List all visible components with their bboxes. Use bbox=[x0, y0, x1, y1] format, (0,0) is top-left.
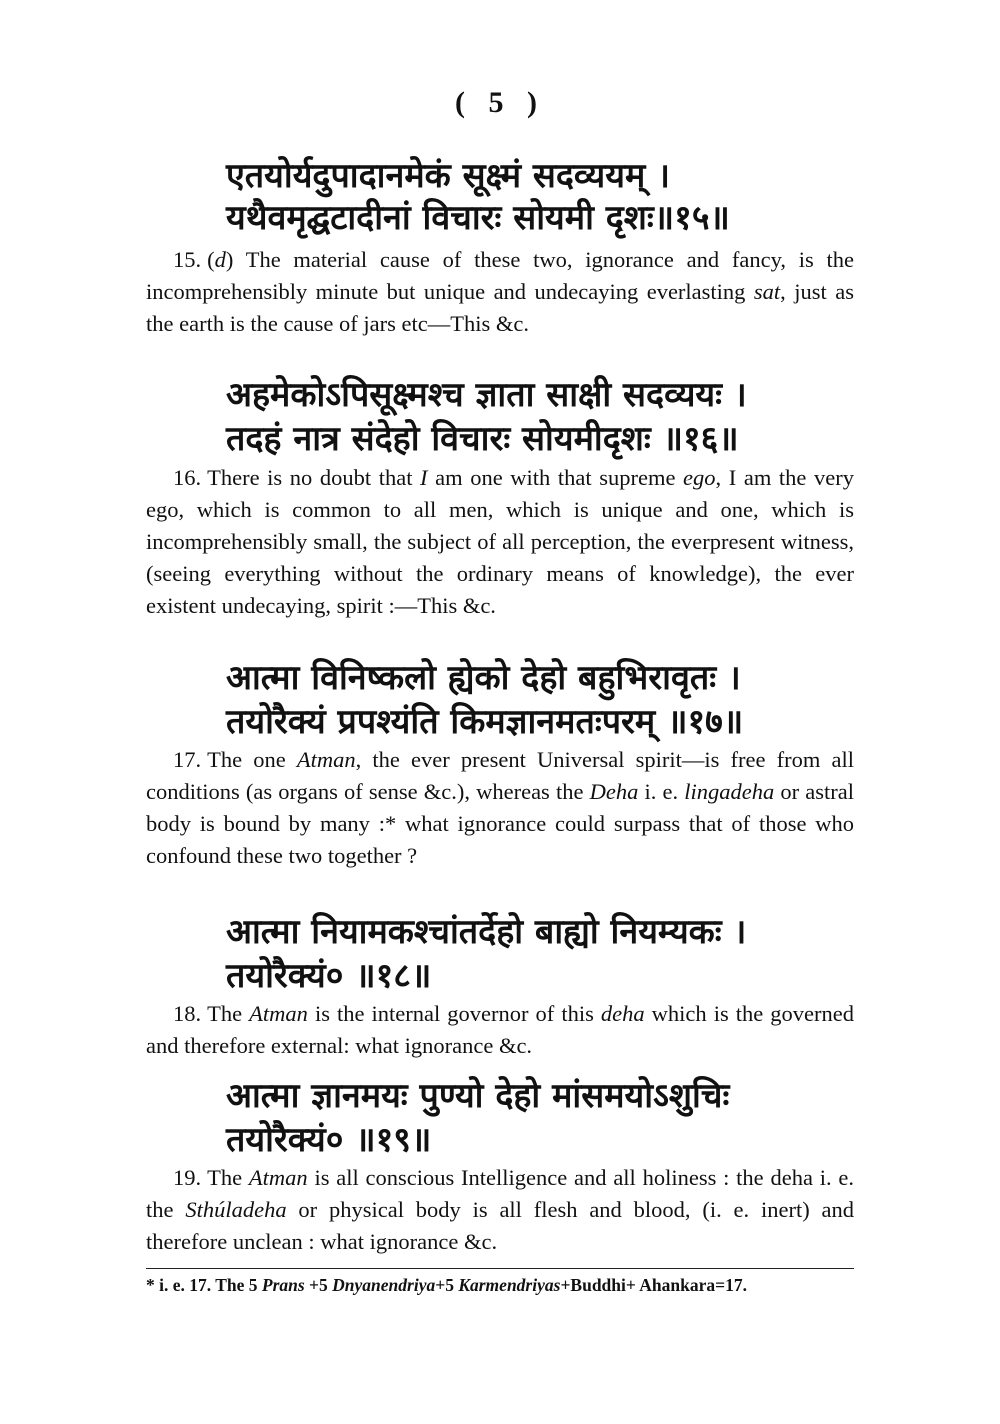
paragraph-body: The one Atman, the ever present Universal spirit—is free from all conditions (as organs of sense &c.), whereas the Deha i. e. lingadeha or astral body is bound by many :* what ignorance could surpass that of those who confound these two together ? bbox=[146, 747, 855, 868]
verse-line: आत्मा नियामकश्चांतर्देहो बाह्यो नियम्यकः । bbox=[226, 912, 747, 952]
verse-line: यथैवमृद्घटादीनां विचारः सोयमी दृशः॥१५॥ bbox=[226, 198, 730, 238]
verse-line: आत्मा ज्ञानमयः पुण्यो देहो मांसमयोऽशुचिः bbox=[226, 1076, 730, 1116]
paragraph-number: 18. bbox=[173, 1001, 202, 1026]
verse-line: आत्मा विनिष्कलो ह्येको देहो बहुभिरावृतः । bbox=[226, 658, 741, 698]
footnote: * i. e. 17. The 5 Prans +5 Dnyanendriya+5 Karmendriyas+Buddhi+ Ahankara=17. bbox=[146, 1275, 747, 1295]
page-number: ( 5 ) bbox=[455, 86, 545, 119]
paragraph-number: 15. bbox=[173, 247, 202, 272]
paragraph-text bbox=[146, 744, 854, 872]
translation-paragraph-18 bbox=[146, 998, 854, 1062]
verse-line: तयोरैक्यं० ॥१८॥ bbox=[226, 956, 432, 996]
verse-line: एतयोर्यदुपादानमेकं सूक्ष्मं सदव्ययम् । bbox=[226, 156, 671, 196]
paragraph-text bbox=[146, 998, 854, 1062]
paragraph-text bbox=[146, 462, 854, 622]
translation-paragraph-19 bbox=[146, 1162, 854, 1258]
verse-line: तदहं नात्र संदेहो विचारः सोयमीदृशः ॥१६॥ bbox=[226, 419, 739, 459]
footnote-divider bbox=[146, 1268, 854, 1269]
translation-paragraph-16 bbox=[146, 462, 854, 622]
verse-line: तयोरैक्यं प्रपश्यंति किमज्ञानमतःपरम् ॥१७॥ bbox=[226, 702, 744, 742]
paragraph-number: 17. bbox=[173, 747, 202, 772]
translation-paragraph-17 bbox=[146, 744, 854, 872]
paragraph-number: 16. bbox=[173, 465, 202, 490]
paragraph-body: There is no doubt that I am one with that supreme ego, I am the very ego, which is common to all men, which is unique and one, which is incomprehensibly small, the subject of all perception, the everpresent witness, (seeing everything without the ordinary means of knowledge), the ever existent undecaying, spirit :—This &c. bbox=[146, 465, 854, 618]
paragraph-text bbox=[146, 1162, 854, 1258]
paragraph-text bbox=[146, 244, 854, 340]
paragraph-body: The Atman is all conscious Intelligence and all holiness : the deha i. e. the Sthúladeha or physical body is all flesh and blood, (i. e. inert) and therefore unclean : what ignorance &c. bbox=[146, 1165, 855, 1254]
verse-line: अहमेकोऽपिसूक्ष्मश्च ज्ञाता साक्षी सदव्ययः । bbox=[226, 375, 747, 415]
paragraph-number: 19. bbox=[173, 1165, 202, 1190]
paragraph-body: The Atman is the internal governor of this deha which is the governed and therefore external: what ignorance &c. bbox=[146, 1001, 854, 1058]
translation-paragraph-15 bbox=[146, 244, 854, 340]
paragraph-body: (d) The material cause of these two, ignorance and fancy, is the incomprehensibly minute but unique and undecaying everlasting sat, just as the earth is the cause of jars etc—This &c. bbox=[146, 247, 854, 336]
verse-line: तयोरैक्यं० ॥१९॥ bbox=[226, 1120, 432, 1160]
